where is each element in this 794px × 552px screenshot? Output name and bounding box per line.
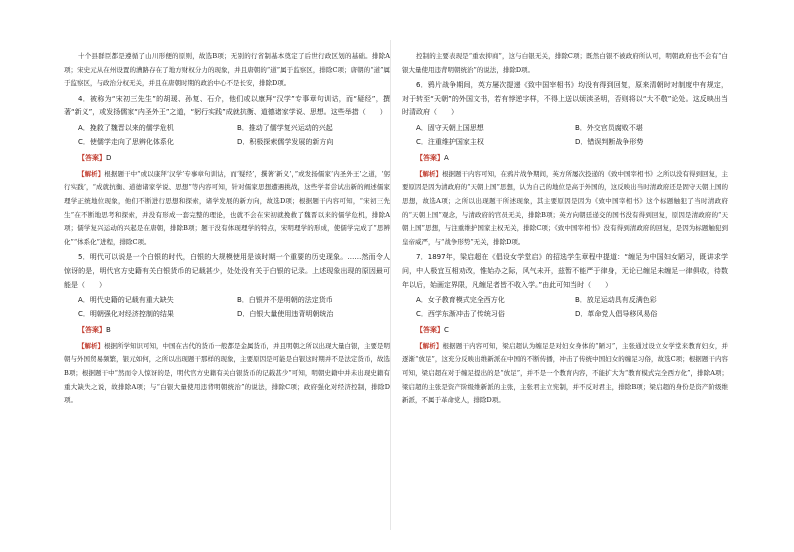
- column-divider: [390, 40, 391, 530]
- q7-answer-value: C: [444, 326, 449, 335]
- q4-answer-value: D: [106, 154, 112, 163]
- q5-explanation: [64, 340, 390, 408]
- q4-explanation: [64, 168, 390, 250]
- explanation-tag: 【解析】: [78, 169, 105, 178]
- explanation-tag: 【解析】: [416, 341, 443, 350]
- answer-tag: 【答案】: [416, 154, 444, 163]
- q6-options: [416, 122, 728, 149]
- q6-number: 6．: [416, 81, 428, 90]
- q5-option-a[interactable]: A．明代史籍的记载有重大缺失: [78, 296, 174, 305]
- q5-answer-value: B: [106, 326, 111, 335]
- question-4: [64, 93, 390, 250]
- q7-options: [416, 294, 728, 321]
- q4-number: 4．: [78, 94, 91, 103]
- q5-option-b[interactable]: B．白银并不是明朝的法定货币: [237, 296, 333, 305]
- q6-answer: [416, 152, 728, 166]
- q6-option-a[interactable]: A．固守天朝上国思想: [416, 123, 484, 132]
- q6-option-c[interactable]: C．注重维护国家主权: [416, 137, 484, 146]
- q4-option-d[interactable]: D．积极探索儒学发展的新方向: [237, 137, 334, 146]
- q7-option-b[interactable]: B．放足运动具有反满色彩: [575, 296, 657, 305]
- right-column: [402, 50, 728, 408]
- q5-answer: [78, 324, 390, 338]
- q6-text: 鸦片战争期间，英方屡次提递《致中国宰相书》均没有得到回复，原来清朝时对制度中有规定，对于转至“天朝”的外国文书，若有悖逆字样，不得上送以烦渎圣明，否则将以“大不敬”论处。这反映出当时清政府（ ）: [402, 81, 728, 117]
- q7-text: 1897年，梁启超在《倡设女学堂启》的招选学生章程中提道：“缠足为中国妇女陋习，既讲求学问，中人极宜互相劝改，惟始办之际，风气未开，兹暂不能严于律身，无论已缠足未缠足一律俱收，待数年以后，始画定界限，凡缠足者皆不收入学。”由此可知当时（ ）: [402, 253, 728, 289]
- q4-answer: [78, 152, 390, 166]
- q5-explanation-text: 根据所学知识可知，中国在古代的货币一般都是金属货币，并且明朝之所以出现大量白银，主要是明朝与外国贸易频繁，银元如何，之所以出现题干那样的现象，主要原因是可能是白银这时期并不是法定货币，故选B项；根据题干中“然而令人惊讶的是，明代官方史籍有关白银货币的记载甚少”可知，明朝史籍中并未出现史籍有重大缺失之说，故排除A项；与“白银大量使用违背明朝统治”的说法，排除C项；政府强化对经济控制，排除D项。: [64, 341, 390, 405]
- answer-tag: 【答案】: [78, 154, 106, 163]
- q4-option-b[interactable]: B．推动了儒学复兴运动的兴起: [237, 123, 333, 132]
- q7-number: 7．: [416, 253, 428, 262]
- q7-explanation-text: 根据题干内容可知，梁启超认为缠足是对妇女身体的“陋习”，主张通过设立女学堂来教育妇女，并逐渐“放足”，这充分反映出维新派在中国的不断传播，冲击了传统中国妇女的缠足习俗，故选C项；根据题干内容可知，梁启超在对于缠足提出的是“放足”，并不是一个教育内容，不能扩大为“教育模式完全西方化”，排除A项；梁启超的主张是资产阶级维新派的主张，主张君主立宪制，并不反对君主，排除B项；梁启超的身份是资产阶级维新派，不属于革命党人，排除D项。: [402, 341, 728, 405]
- question-5: [64, 251, 390, 408]
- q6-option-d[interactable]: D．错误判断战争形势: [575, 137, 644, 146]
- q4-explanation-text: 根据题干中“或以康拜‘汉学’专事章句训诂，而‘疑经’，撰著‘新义’，”或发扬儒家‘内圣外王’之道，‘躬行实践’，“成就抗衡、道德诸家学说、思想”等内容可知，针对儒家思想遭遇挑战，这些学者尝试出新的阐述儒家理学正统地位现象，他们不断进行思想和探索，诸学发展的新方向，故选D项；根据题干内容可知，“宋初三先生”在不断地思考和探索，并没有形成一套完整的理论，也就不会在宋初就挽救了魏晋以来的儒学危机，排除A项；儒学复兴运动的兴起是在唐朝，排除B项；题干没有体现理学的特点，宋明理学的形成，使儒学完成了“思辨化”“体系化”进程，排除C项。: [64, 169, 390, 246]
- answer-tag: 【答案】: [78, 326, 106, 335]
- q4-options: [78, 122, 390, 149]
- explanation-tag: 【解析】: [78, 341, 104, 350]
- q7-option-d[interactable]: D．革命党人倡导移风易俗: [575, 309, 658, 318]
- q7-explanation: [402, 340, 728, 408]
- q4-option-c[interactable]: C．使儒学走向了思辨化体系化: [78, 137, 174, 146]
- left-intro: 十个县群臣都是遵循了山川形便的原则，故选B项；无别的行省制基本奠定了后世行政区划的基础。排除A项；宋史元从在州设置的漕路存在了地方财权分力的现象，并且唐朝的“道”属于监察区，排除C项；唐朝的“道”属于监察区，与政治分权无关，并且在唐朝时期的政治中心不是长安，排除D项。: [64, 52, 390, 88]
- explanation-tag: 【解析】: [416, 169, 442, 178]
- q4-option-a[interactable]: A．挽救了魏晋以来的儒学危机: [78, 123, 174, 132]
- q7-option-a[interactable]: A．女子教育模式完全西方化: [416, 296, 505, 305]
- q5-option-c[interactable]: C．明朝强化对经济控制的结果: [78, 309, 174, 318]
- right-intro: 控制的主要表现是“重农抑商”，这与白银无关，排除C项；既然白银不被政府所认可，明朝政府也不会有“白银大量使用违背明朝统治”的说法，排除D项。: [402, 52, 728, 74]
- q5-number: 5．: [78, 253, 90, 262]
- q7-option-c[interactable]: C．西学东渐冲击了传统习俗: [416, 309, 505, 318]
- q6-option-b[interactable]: B．外交官员腐败不堪: [575, 123, 643, 132]
- q7-answer: [416, 324, 728, 338]
- left-column: [64, 50, 390, 408]
- q6-explanation: [402, 168, 728, 250]
- q4-text: 被称为“宋初三先生”的胡瑗、孙复、石介，他们或以康拜“汉学”专事章句训诂，而“疑经”，撰著“新义”，或发扬儒家“内圣外王”之道，“躬行实践”成就抗衡、道德诸家学说、思想。这些举措（ ）: [64, 94, 390, 117]
- q5-options: [78, 294, 390, 321]
- question-6: [402, 79, 728, 249]
- q6-answer-value: A: [444, 154, 449, 163]
- q6-explanation-text: 根据题干内容可知，在鸦片战争期间，英方所屡次投递的《致中国宰相书》之所以没有得到回复，主要原因是因为清政府的“天朝上国”思想，认为自己的地位是高于外国的，这反映出当时清政府还是固守天朝上国的思想，故选A项；之所以出现题干所述现象，其主要原因是因为《致中国宰相书》这个标题触犯了当时清政府的“天朝上国”观念，与清政府的官员无关，排除B项；英方向朝廷递交的国书没有得到回复，原因是清政府的“天朝上国”思想，与注重维护国家主权无关，排除C项；《致中国宰相书》没有得到清政府的回复，是因为标题触犯到皇帝威严，与“战争形势”无关，排除D项。: [402, 169, 728, 246]
- q5-option-d[interactable]: D．白银大量使用违背明朝统治: [237, 309, 334, 318]
- answer-tag: 【答案】: [416, 326, 444, 335]
- q5-text: 明代可以说是一个白银的时代，白银的大规模使用是该时期一个重要的历史现象。……然而令人惊讶的是，明代官方史籍有关白银货币的记载甚少，处处没有关于白银的记录。上述现象出现的原因最可能是（ ）: [64, 253, 390, 289]
- question-7: [402, 251, 728, 408]
